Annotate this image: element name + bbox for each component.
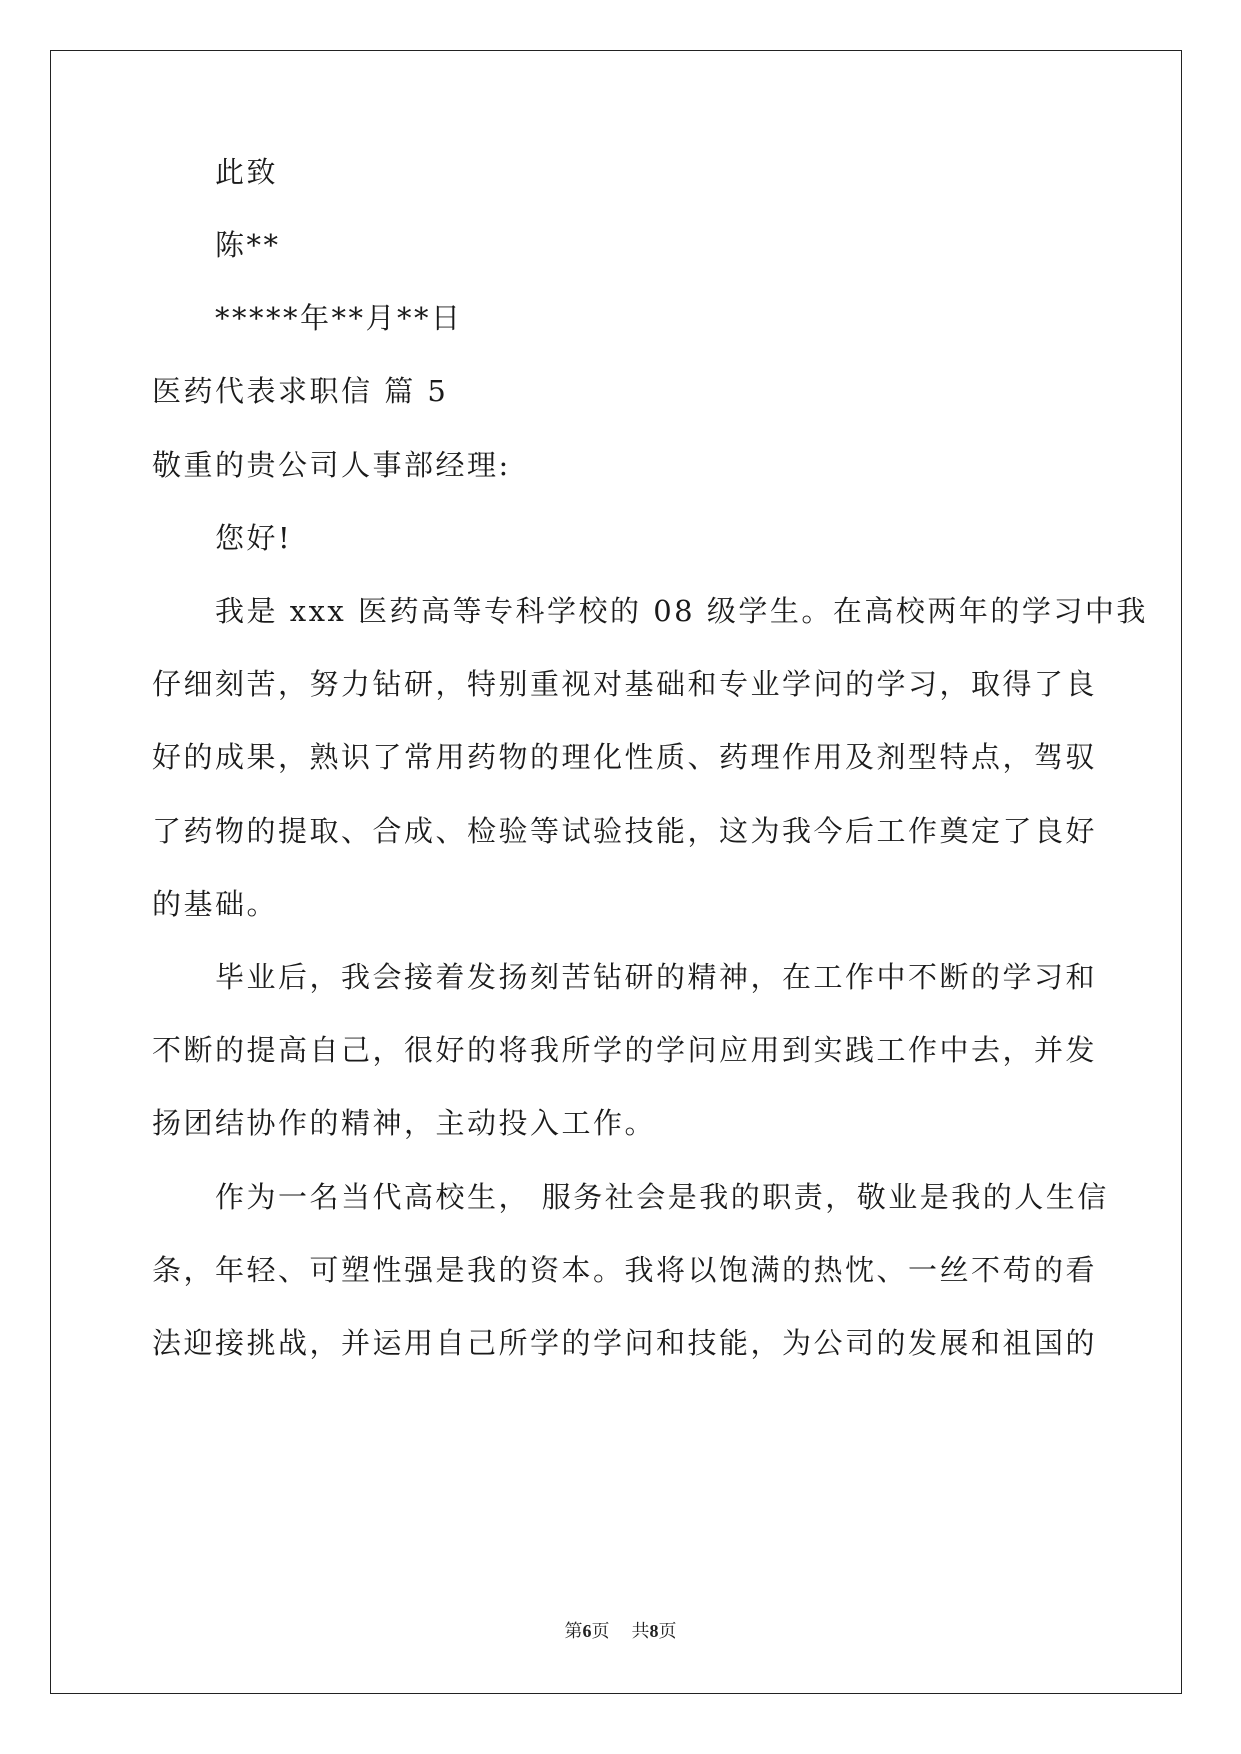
paragraph1-line: 了药物的提取、合成、检验等试验技能，这为我今后工作奠定了良好: [152, 814, 1098, 848]
paragraph3-line: 法迎接挑战，并运用自己所学的学问和技能，为公司的发展和祖国的: [152, 1326, 1098, 1360]
page-footer: [0, 1617, 1241, 1643]
total-suffix: 页: [658, 1621, 677, 1641]
total-prefix: 共: [631, 1621, 650, 1641]
paragraph1-line: 好的成果，熟识了常用药物的理化性质、药理作用及剂型特点，驾驭: [152, 740, 1098, 774]
page-prefix: 第: [564, 1621, 583, 1641]
page-border: [50, 50, 1182, 1694]
paragraph3-line: 作为一名当代高校生， 服务社会是我的职责，敬业是我的人生信: [215, 1180, 1109, 1214]
addressee: 敬重的贵公司人事部经理:: [152, 448, 511, 482]
paragraph1-line: 的基础。: [152, 887, 279, 921]
paragraph1-line: 仔细刻苦，努力钻研，特别重视对基础和专业学问的学习，取得了良: [152, 667, 1098, 701]
paragraph3-line: 条，年轻、可塑性强是我的资本。我将以饱满的热忱、一丝不苟的看: [152, 1253, 1098, 1287]
greeting: 您好!: [215, 521, 293, 555]
paragraph1-line: 我是 xxx 医药高等专科学校的 08 级学生。在高校两年的学习中我: [215, 594, 1148, 628]
total-pages: 8: [649, 1621, 659, 1641]
page-number: 6: [582, 1621, 592, 1641]
paragraph2-line: 扬团结协作的精神，主动投入工作。: [152, 1106, 657, 1140]
section-title: 医药代表求职信 篇 5: [152, 374, 449, 408]
signature-name: 陈**: [215, 228, 281, 262]
page-suffix: 页: [591, 1621, 610, 1641]
paragraph2-line: 毕业后，我会接着发扬刻苦钻研的精神，在工作中不断的学习和: [215, 960, 1098, 994]
closing-salutation: 此致: [215, 155, 279, 189]
signature-date: *****年**月**日: [215, 301, 463, 335]
paragraph2-line: 不断的提高自己，很好的将我所学的学问应用到实践工作中去，并发: [152, 1033, 1098, 1067]
